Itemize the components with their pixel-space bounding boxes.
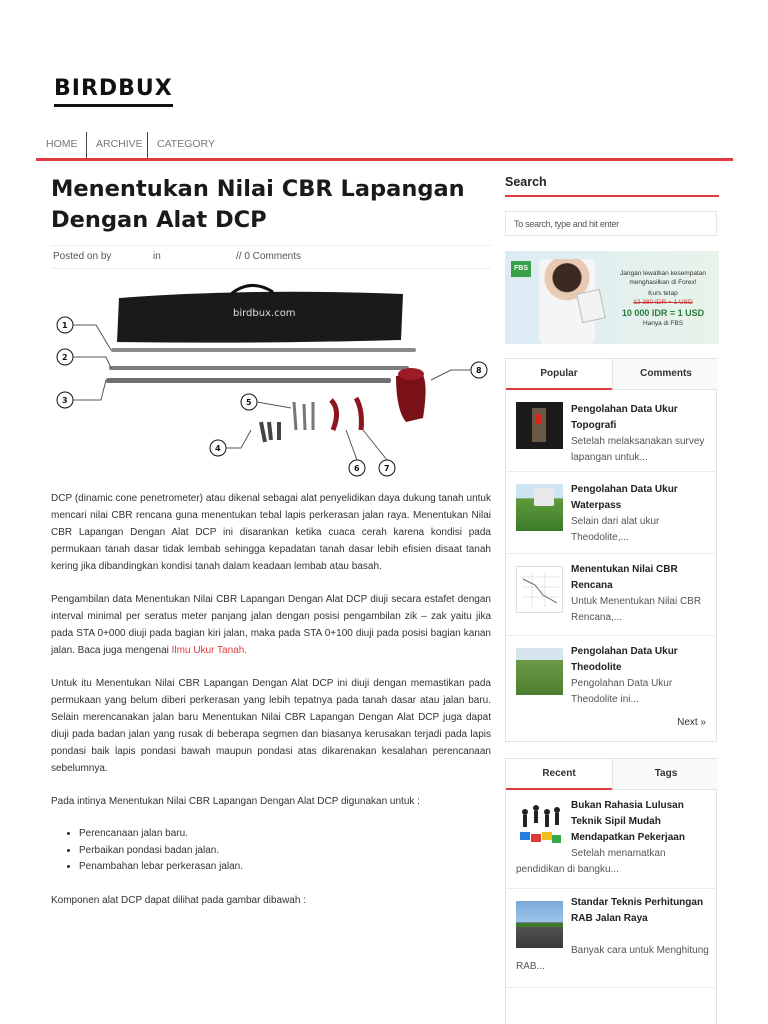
hammer-top bbox=[398, 368, 424, 380]
thumb-people-graphic bbox=[516, 802, 563, 849]
meta-posted: Posted on by bbox=[53, 251, 112, 262]
ad-line-2: menghasilkan di Forex! bbox=[629, 279, 697, 286]
ad-line-6: Hanya di FBS bbox=[642, 320, 684, 327]
list-item: • Penambahan lebar perkerasan jalan. bbox=[79, 859, 491, 876]
tab-recent[interactable]: Recent bbox=[506, 759, 612, 790]
article-title: Menentukan Nilai CBR Lapangan Dengan Alat DCP bbox=[51, 176, 465, 233]
paragraph-1: DCP (dinamic cone penetrometer) atau dikenal sebagai alat penyelidikan daya dukung tanah untuk mencari nilai CBR rencana guna menentukan tebal lapis perkerasan jalan raya. Menentukan Nilai CBR Lapangan Dengan Alat DCP ini disarankan ketika cuaca cerah karena kondisi pada permukaan tanah dasar tidak lembab sehingga kepadatan tanah dasar lebih efisien disaat tanah kering jika dibandingkan kondisi tanah dalam keadaan lembab atau basah. bbox=[51, 493, 491, 572]
paragraph-2-text: Pengambilan data Menentukan Nilai CBR Lapangan Dengan Alat DCP diuji secara estafet dengan interval minimal per seratus meter panjang jalan dengan posisi pengambilan zik – zak yaitu jika pada STA 0+000 diuji pada bagian kiri jalan, maka pada STA 0+100 diuji pada posisi bagian kanan jalan. Baca juga mengenai bbox=[51, 594, 491, 656]
list-item[interactable] bbox=[506, 790, 716, 889]
wrench-set bbox=[294, 402, 313, 430]
couplings bbox=[331, 398, 361, 430]
callout-3: 3 bbox=[62, 396, 68, 405]
callout-8: 8 bbox=[476, 366, 482, 375]
popular-excerpt: Selain dari alat ukur Theodolite,... bbox=[571, 516, 660, 543]
meta-in: in bbox=[153, 251, 161, 262]
thumb-rab-jalan bbox=[516, 901, 563, 948]
ad-line-1: Jangan lewatkan kesempatan bbox=[619, 270, 706, 277]
dcp-equipment-illustration bbox=[51, 280, 491, 480]
popular-excerpt: Pengolahan Data Ukur Theodolite ini... bbox=[571, 678, 673, 705]
usage-list bbox=[51, 826, 491, 876]
paragraph-closing: Komponen alat DCP dapat dilihat pada gambar dibawah : bbox=[51, 894, 306, 906]
recent-excerpt: Setelah menamatkan pendidikan di bangku... bbox=[516, 848, 666, 875]
recent-title[interactable]: Standar Teknis Perhitungan RAB Jalan Raya bbox=[571, 897, 704, 924]
meta-comments[interactable]: // 0 Comments bbox=[236, 251, 302, 262]
callout-2: 2 bbox=[62, 353, 68, 362]
fbs-ad-banner[interactable] bbox=[505, 251, 719, 344]
paragraph-3: Untuk itu Menentukan Nilai CBR Lapangan Dengan Alat DCP ini diuji dengan memastikan pada permukaan yang belum diberi perkerasan yang lebih tepatnya pada tanah dasar atau jalan baru. Selain merencanakan jalan baru Menentukan Nilai CBR Lapangan Dengan Alat DCP juga dapat diuji pada badan jalan yang rusak di beberapa segmen dan biasanya kerusakan terjadi pada lapis pondasi baik lapis pondasi bawah maupun pondasi atas dikarenakan kesalahan perencanaan sebelumnya. bbox=[51, 678, 491, 774]
recent-widget bbox=[505, 758, 717, 1024]
list-item[interactable] bbox=[506, 554, 716, 636]
search-input[interactable]: To search, type and hit enter bbox=[505, 211, 717, 236]
popular-excerpt: Untuk Menentukan Nilai CBR Rencana,... bbox=[571, 596, 702, 623]
list-item[interactable] bbox=[506, 636, 716, 717]
popular-title[interactable]: Pengolahan Data Ukur Waterpass bbox=[571, 484, 678, 511]
paragraph-4: Pada intinya Menentukan Nilai CBR Lapangan Dengan Alat DCP digunakan untuk : bbox=[51, 796, 420, 807]
list-item[interactable] bbox=[506, 472, 716, 554]
nav-category[interactable]: CATEGORY bbox=[157, 138, 215, 150]
thumb-theodolite bbox=[516, 648, 563, 695]
popular-excerpt: Setelah melaksanakan survey lapangan untuk... bbox=[571, 436, 705, 463]
nav-archive[interactable]: ARCHIVE bbox=[96, 138, 143, 150]
ad-brand: FBS bbox=[511, 261, 531, 277]
thumb-lulusan bbox=[516, 802, 563, 849]
tab-tags[interactable]: Tags bbox=[612, 759, 719, 789]
ad-line-3: Kurs tetap bbox=[648, 290, 678, 297]
tab-comments[interactable]: Comments bbox=[612, 359, 719, 389]
ad-line-4: 12 380 IDR = 1 USD bbox=[633, 299, 693, 306]
paragraph-2 bbox=[51, 591, 491, 659]
rod-1 bbox=[111, 348, 416, 352]
article-body bbox=[51, 490, 491, 925]
thumb-waterpass bbox=[516, 484, 563, 531]
nav-home[interactable]: HOME bbox=[46, 138, 78, 150]
thumb-cbr-chart bbox=[516, 566, 563, 613]
list-item: • Perbaikan pondasi badan jalan. bbox=[79, 843, 491, 860]
dcp-equipment-figure bbox=[51, 280, 491, 480]
recent-title[interactable]: Bukan Rahasia Lulusan Teknik Sipil Mudah Mendapatkan Pekerjaan bbox=[571, 800, 685, 843]
rod-2 bbox=[109, 366, 409, 370]
tab-popular[interactable]: Popular bbox=[506, 359, 612, 390]
recent-tabs bbox=[506, 759, 716, 790]
list-item[interactable] bbox=[506, 889, 716, 988]
callout-1: 1 bbox=[62, 321, 68, 330]
recent-excerpt: Banyak cara untuk Menghitung RAB... bbox=[516, 945, 709, 972]
thumb-topografi bbox=[516, 402, 563, 449]
list-item[interactable] bbox=[506, 390, 716, 472]
callout-6: 6 bbox=[354, 464, 360, 473]
list-item: • Perencanaan jalan baru. bbox=[79, 826, 491, 843]
main-nav bbox=[36, 132, 733, 161]
callout-4: 4 bbox=[215, 444, 221, 453]
post-meta bbox=[51, 245, 491, 269]
cone-tips bbox=[261, 422, 279, 442]
next-link[interactable]: Next » bbox=[677, 717, 706, 728]
callout-5: 5 bbox=[246, 398, 252, 407]
ad-copy bbox=[609, 269, 717, 328]
site-logo[interactable]: BIRDBUX bbox=[54, 76, 173, 107]
popular-tabs bbox=[506, 359, 716, 390]
bag-brand-text: birdbux.com bbox=[233, 308, 296, 319]
callout-7: 7 bbox=[384, 464, 390, 473]
popular-title[interactable]: Pengolahan Data Ukur Theodolite bbox=[571, 646, 678, 673]
ad-line-5: 10 000 IDR = 1 USD bbox=[621, 308, 705, 318]
popular-title[interactable]: Pengolahan Data Ukur Topografi bbox=[571, 404, 678, 431]
search-widget-title: Search bbox=[505, 175, 719, 197]
thumb-chart-graphic bbox=[517, 567, 562, 612]
link-ilmu-ukur-tanah[interactable]: Ilmu Ukur Tanah. bbox=[171, 645, 248, 656]
popular-title[interactable]: Menentukan Nilai CBR Rencana bbox=[571, 564, 678, 591]
ad-tablet-image bbox=[576, 289, 606, 323]
popular-widget bbox=[505, 358, 717, 742]
rod-3 bbox=[106, 378, 391, 383]
